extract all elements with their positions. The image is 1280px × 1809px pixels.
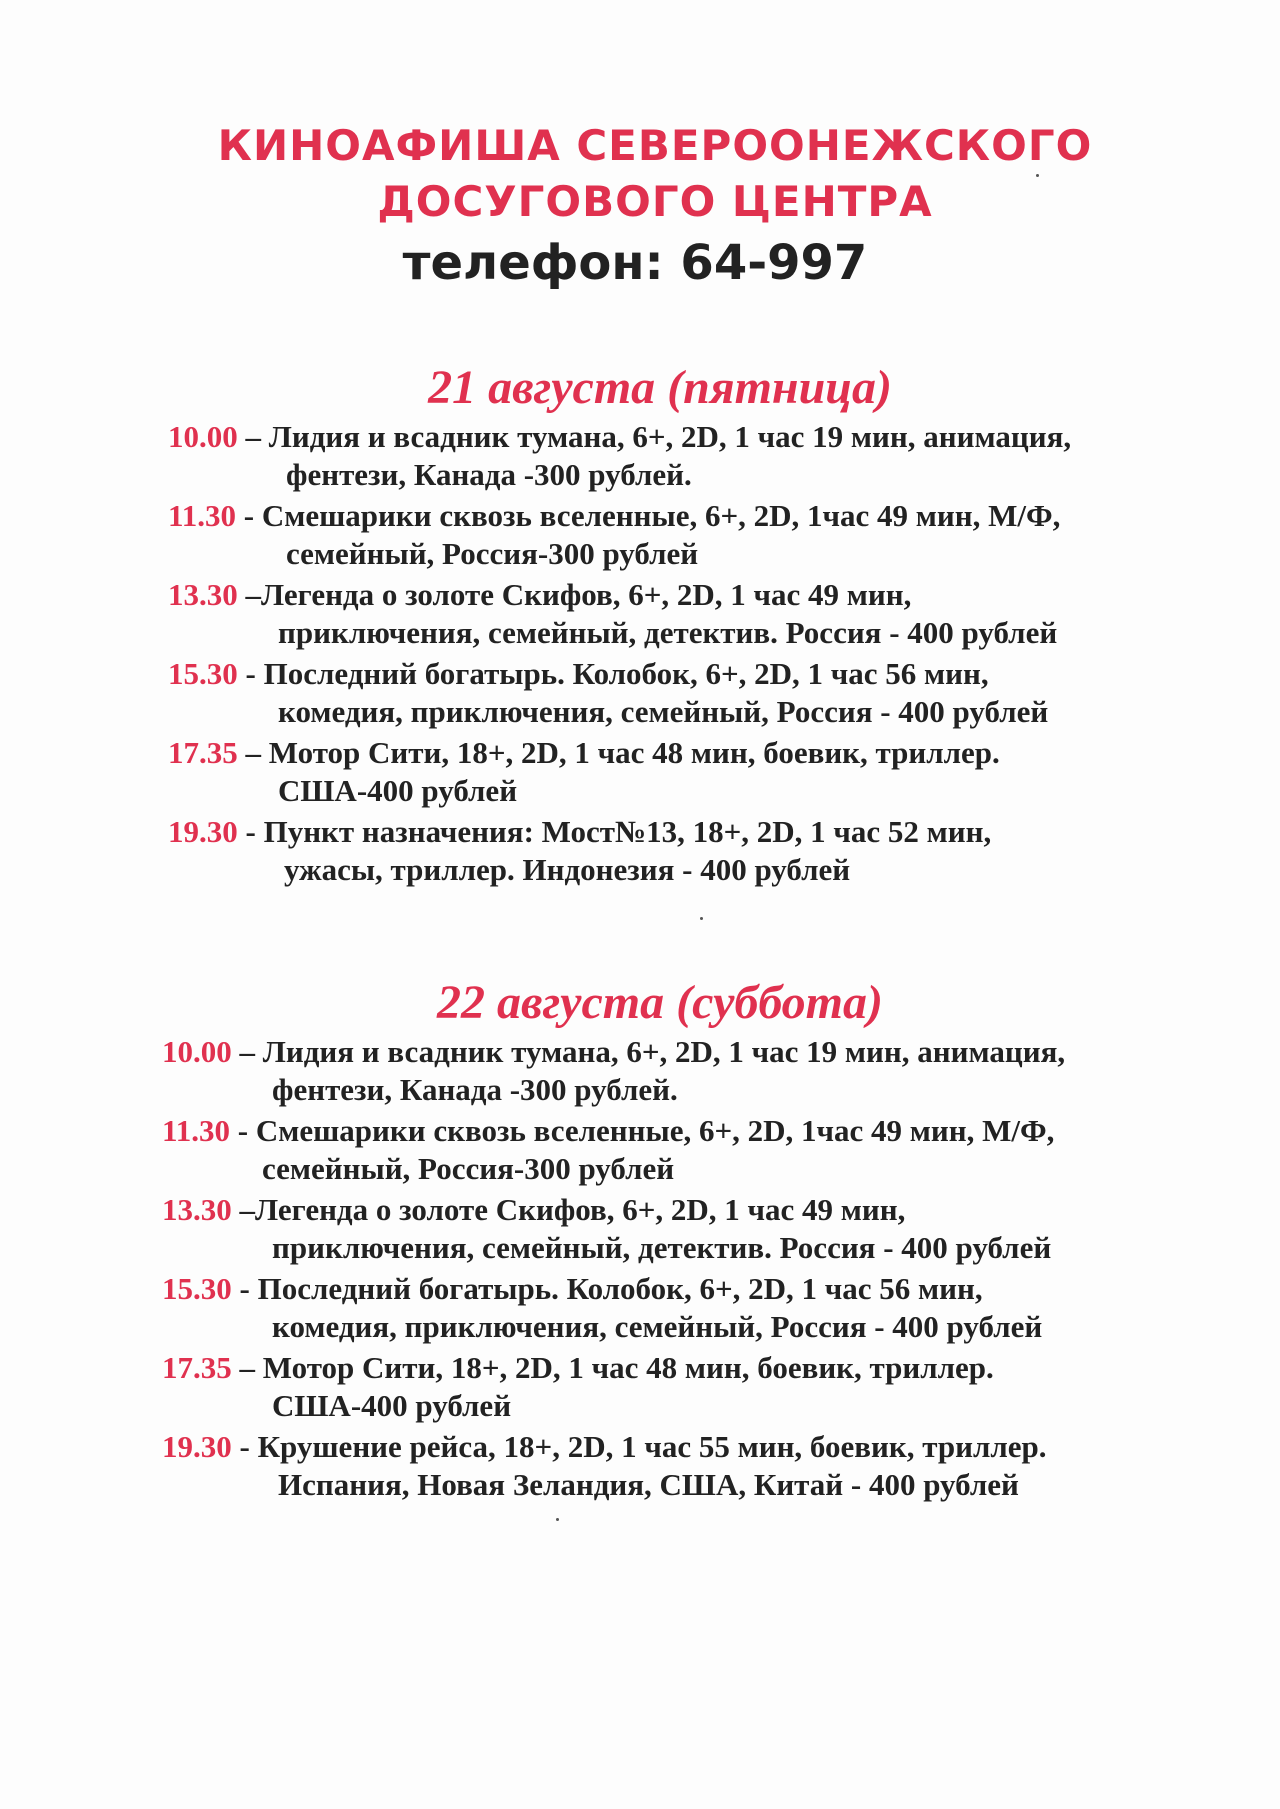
separator: - xyxy=(231,1429,258,1464)
day-section-aug-21 xyxy=(0,360,1280,889)
showtime: 11.30 xyxy=(162,1113,231,1148)
scan-speck xyxy=(700,917,703,920)
poster-title-line-1: КИНОАФИША СЕВЕРООНЕЖСКОГО xyxy=(217,121,1093,170)
film-info: Последний богатырь. Колобок, 6+, 2D, 1 час 56 мин, xyxy=(257,1271,983,1306)
film-info-continued: Испания, Новая Зеландия, США, Китай - 400 рублей xyxy=(278,1467,1019,1502)
film-info-continued: фентези, Канада -300 рублей. xyxy=(286,457,692,492)
day-section-aug-22 xyxy=(0,975,1280,1504)
schedule-entry xyxy=(0,655,1280,731)
film-info-continued: ужасы, триллер. Индонезия - 400 рублей xyxy=(284,852,851,887)
film-info: Лидия и всадник тумана, 6+, 2D, 1 час 19 мин, анимация, xyxy=(268,419,1072,454)
film-info-continued: комедия, приключения, семейный, Россия - 400 рублей xyxy=(278,694,1049,729)
schedule-entry xyxy=(0,497,1280,573)
separator: - xyxy=(231,1271,258,1306)
poster-title-line-2: ДОСУГОВОГО ЦЕНТРА xyxy=(377,177,933,226)
schedule-entry xyxy=(0,576,1280,652)
separator: – xyxy=(237,577,261,612)
scan-speck xyxy=(556,1518,559,1521)
scan-speck xyxy=(1036,174,1039,177)
film-info-continued: США-400 рублей xyxy=(278,773,518,808)
film-info: Крушение рейса, 18+, 2D, 1 час 55 мин, боевик, триллер. xyxy=(257,1429,1047,1464)
separator: – xyxy=(237,419,269,454)
film-info: Легенда о золоте Скифов, 6+, 2D, 1 час 49 мин, xyxy=(261,577,912,612)
film-info-continued: США-400 рублей xyxy=(272,1388,512,1423)
showtime: 17.35 xyxy=(162,1350,232,1385)
separator: - xyxy=(237,814,264,849)
film-info: Последний богатырь. Колобок, 6+, 2D, 1 час 56 мин, xyxy=(263,656,989,691)
schedule-entry xyxy=(0,418,1280,494)
film-info-continued: приключения, семейный, детектив. Россия - 400 рублей xyxy=(278,615,1058,650)
showtime: 15.30 xyxy=(162,1271,232,1306)
schedule-entry xyxy=(0,1191,1280,1267)
separator: - xyxy=(236,498,262,533)
film-info: Мотор Сити, 18+, 2D, 1 час 48 мин, боевик, триллер. xyxy=(262,1350,994,1385)
schedule-entry xyxy=(0,813,1280,889)
showtime: 11.30 xyxy=(168,498,237,533)
schedule-entry xyxy=(0,1112,1280,1188)
day-heading: 21 августа (пятница) xyxy=(428,361,892,414)
film-info-continued: фентези, Канада -300 рублей. xyxy=(272,1072,678,1107)
film-info-continued: семейный, Россия-300 рублей xyxy=(262,1151,675,1186)
film-info: Смешарики сквозь вселенные, 6+, 2D, 1час 49 мин, М/Ф, xyxy=(255,1113,1055,1148)
showtime: 10.00 xyxy=(168,419,238,454)
day-heading: 22 августа (суббота) xyxy=(437,976,883,1029)
showtime: 10.00 xyxy=(162,1034,232,1069)
separator: – xyxy=(231,1034,263,1069)
schedule-list xyxy=(0,418,1280,889)
schedule-entry xyxy=(0,1428,1280,1504)
film-info-continued: комедия, приключения, семейный, Россия - 400 рублей xyxy=(272,1309,1043,1344)
showtime: 19.30 xyxy=(168,814,238,849)
schedule-list xyxy=(0,1033,1280,1504)
separator: – xyxy=(231,1350,263,1385)
showtime: 15.30 xyxy=(168,656,238,691)
schedule-entry xyxy=(0,734,1280,810)
separator: - xyxy=(237,656,264,691)
film-info: Пункт назначения: Мост№13, 18+, 2D, 1 час 52 мин, xyxy=(263,814,992,849)
film-info: Легенда о золоте Скифов, 6+, 2D, 1 час 49 мин, xyxy=(255,1192,906,1227)
film-info: Лидия и всадник тумана, 6+, 2D, 1 час 19 мин, анимация, xyxy=(262,1034,1066,1069)
schedule-entry xyxy=(0,1033,1280,1109)
schedule-entry xyxy=(0,1349,1280,1425)
showtime: 13.30 xyxy=(168,577,238,612)
film-info-continued: приключения, семейный, детектив. Россия - 400 рублей xyxy=(272,1230,1052,1265)
separator: – xyxy=(237,735,269,770)
separator: - xyxy=(230,1113,256,1148)
phone-number: телефон: 64-997 xyxy=(402,235,868,291)
showtime: 13.30 xyxy=(162,1192,232,1227)
showtime: 17.35 xyxy=(168,735,238,770)
film-info: Мотор Сити, 18+, 2D, 1 час 48 мин, боевик, триллер. xyxy=(268,735,1000,770)
poster-header xyxy=(0,118,1280,296)
schedule-entry xyxy=(0,1270,1280,1346)
separator: – xyxy=(231,1192,255,1227)
film-info: Смешарики сквозь вселенные, 6+, 2D, 1час 49 мин, М/Ф, xyxy=(261,498,1061,533)
film-info-continued: семейный, Россия-300 рублей xyxy=(286,536,699,571)
showtime: 19.30 xyxy=(162,1429,232,1464)
